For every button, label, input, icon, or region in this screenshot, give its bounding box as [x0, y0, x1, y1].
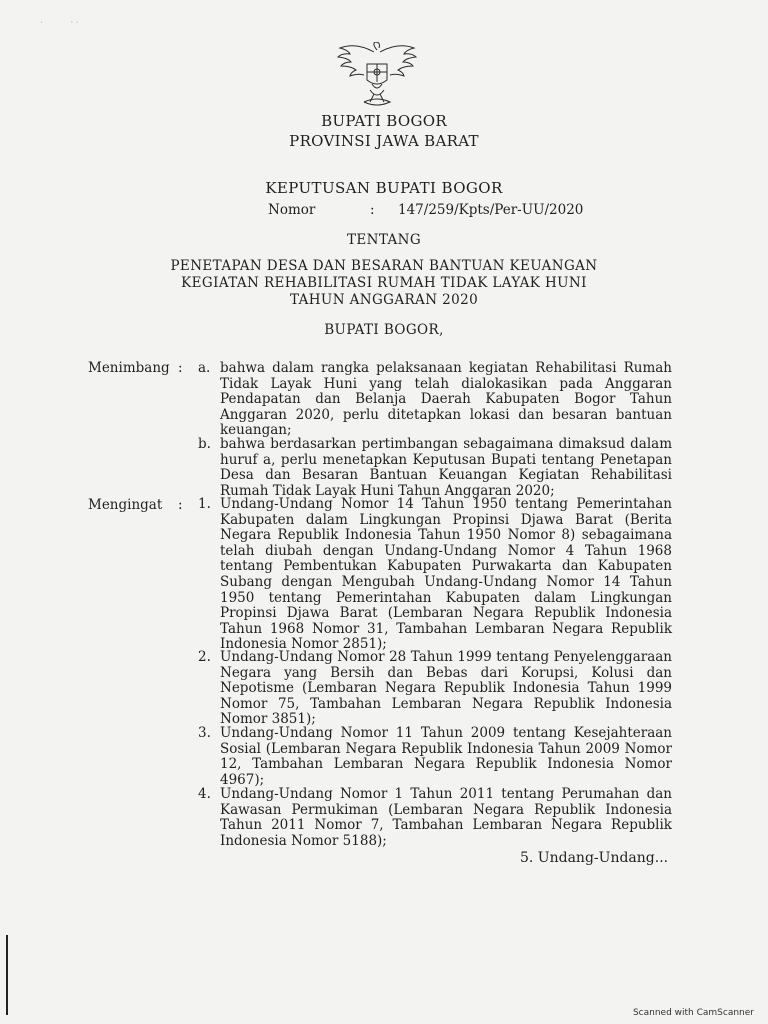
menimbang-colon: :: [178, 360, 183, 376]
item-text: bahwa dalam rangka pelaksanaan kegiatan Rehabilitasi Rumah Tidak Layak Huni yang telah dialokasikan pada Anggaran Pendapatan dan Belanja Daerah Kabupaten Bogor Tahun Anggaran 2020, perlu ditetapkan lokasi dan besaran bantuan keuangan;: [220, 360, 672, 439]
menimbang-item: [198, 437, 672, 499]
item-text: Undang-Undang Nomor 14 Tahun 1950 tentang Pemerintahan Kabupaten dalam Lingkungan Propinsi Djawa Barat (Berita Negara Republik Indonesia Tahun 1950 Nomor 8) sebagaimana telah diubah dengan Undang-Undang Nomor 4 Tahun 1968 tentang Pembentukan Kabupaten Purwakarta dan Kabupaten Subang dengan Mengubah Undang-Undang Nomor 14 Tahun 1950 tentang Pemerintahan Kabupaten dalam Lingkungan Propinsi Djawa Barat (Lembaran Negara Republik Indonesia Tahun 1968 Nomor 31, Tambahan Lembaran Negara Republik Indonesia Nomor 2851);: [220, 496, 672, 653]
item-text: Undang-Undang Nomor 11 Tahun 2009 tentang Kesejahteraan Sosial (Lembaran Negara Republik Indonesia Tahun 2009 Nomor 12, Tambahan Lembaran Negara Republik Indonesia Nomor 4967);: [220, 725, 672, 788]
scanner-watermark: Scanned with CamScanner: [632, 1008, 754, 1018]
decree-number-label: Nomor: [268, 202, 316, 218]
mengingat-colon: :: [178, 497, 183, 513]
scan-specks: ⋅ ⋅ ⋅: [40, 18, 79, 27]
authority-heading: BUPATI BOGOR: [321, 112, 447, 130]
mengingat-item: [198, 497, 672, 653]
item-marker: b.: [198, 436, 211, 452]
item-marker: 3.: [198, 725, 211, 741]
item-marker: 4.: [198, 786, 211, 802]
menimbang-label: Menimbang: [88, 360, 170, 376]
item-marker: 2.: [198, 649, 211, 665]
decree-number-value: 147/259/Kpts/Per-UU/2020: [398, 202, 584, 218]
mengingat-item: [198, 726, 672, 788]
mengingat-label: Mengingat: [88, 497, 163, 513]
province-heading: PROVINSI JAWA BARAT: [289, 132, 479, 150]
decree-title: KEPUTUSAN BUPATI BOGOR: [265, 179, 503, 197]
item-text: Undang-Undang Nomor 1 Tahun 2011 tentang Perumahan dan Kawasan Permukiman (Lembaran Negara Republik Indonesia Tahun 2011 Nomor 7, Tambahan Lembaran Negara Republik Indonesia Nomor 5188);: [220, 786, 672, 849]
mengingat-item: [198, 787, 672, 849]
mengingat-item: [198, 650, 672, 728]
decree-number-separator: :: [370, 202, 375, 218]
subject-line-2: KEGIATAN REHABILITASI RUMAH TIDAK LAYAK HUNI: [181, 275, 587, 291]
item-marker: 1.: [198, 496, 211, 512]
about-heading: TENTANG: [346, 232, 422, 248]
issuer-heading: BUPATI BOGOR,: [324, 322, 444, 338]
menimbang-item: [198, 361, 672, 439]
subject-line-3: TAHUN ANGGARAN 2020: [289, 292, 479, 308]
item-marker: a.: [198, 360, 211, 376]
item-text: bahwa berdasarkan pertimbangan sebagaimana dimaksud dalam huruf a, perlu menetapkan Keputusan Bupati tentang Penetapan Desa dan Besaran Bantuan Keuangan Kegiatan Rehabilitasi Rumah Tidak Layak Huni Tahun Anggaran 2020;: [220, 436, 672, 499]
scan-edge-line: [6, 935, 8, 1015]
item-text: Undang-Undang Nomor 28 Tahun 1999 tentang Penyelenggaraan Negara yang Bersih dan Bebas dari Korupsi, Kolusi dan Nepotisme (Lembaran Negara Republik Indonesia Tahun 1999 Nomor 75, Tambahan Lembaran Negara Republik Indonesia Nomor 3851);: [220, 649, 672, 728]
continuation-catchword: 5. Undang-Undang...: [520, 850, 669, 866]
garuda-emblem-icon: [334, 42, 420, 112]
subject-line-1: PENETAPAN DESA DAN BESARAN BANTUAN KEUANGAN: [170, 258, 598, 274]
